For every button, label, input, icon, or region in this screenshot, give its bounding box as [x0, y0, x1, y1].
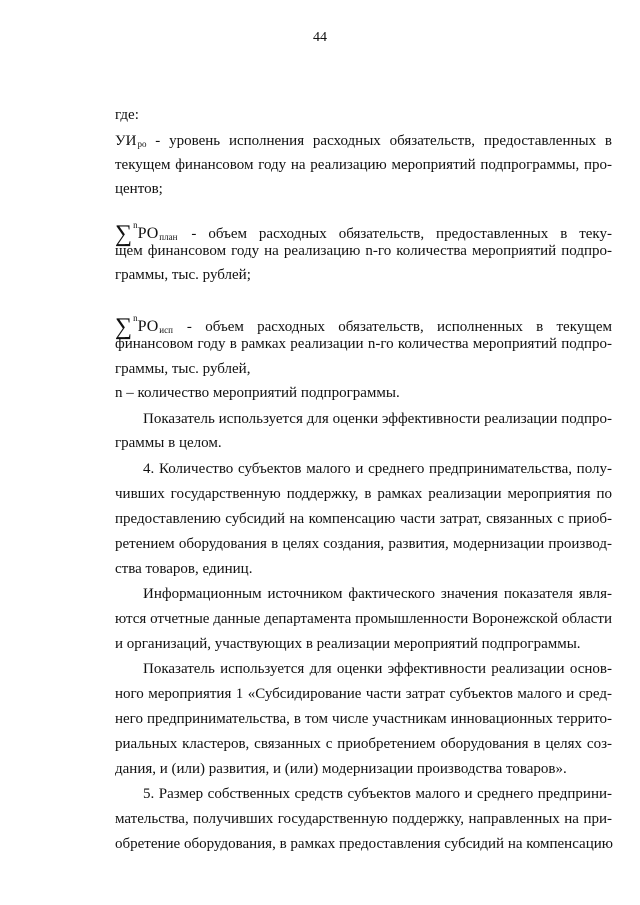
- text-line: предоставлению субсидий на компенсацию части затрат, связанных с приоб-: [115, 511, 612, 527]
- text-line: граммы, тыс. рублей,: [115, 361, 251, 377]
- text-line: n – количество мероприятий подпрограммы.: [115, 385, 400, 401]
- po-symbol: РО: [137, 318, 159, 335]
- text-fragment: - уровень исполнения расходных обязательств, предоставленных в: [146, 133, 612, 149]
- text-line: и организаций, участвующих в реализации мероприятий подпрограммы.: [115, 636, 581, 652]
- text-line: дания, и (или) развития, и (или) модернизации производства товаров».: [115, 761, 567, 777]
- text-line: него предпринимательства, в том числе участникам инновационных террито-: [115, 711, 612, 727]
- text-fragment: - объем расходных обязательств, предоставленных в теку-: [191, 226, 612, 242]
- text-line: мательства, получивших государственную поддержку, направленных на при-: [115, 811, 612, 827]
- sum-symbol: ∑: [115, 221, 133, 247]
- text-line: ются отчетные данные департамента промышленности Воронежской области: [115, 611, 612, 627]
- text-line: щем финансовом году на реализацию n-го количества мероприятий подпро-: [115, 243, 612, 259]
- text-line: ретением оборудования в целях создания, развития, модернизации производ-: [115, 536, 612, 552]
- text-line: риальных кластеров, связанных с приобретением оборудования в целях соз-: [115, 736, 612, 752]
- superscript-n: n: [133, 313, 138, 323]
- page-number: 44: [313, 30, 327, 45]
- ui-subscript: ро: [137, 139, 147, 149]
- text-line: граммы в целом.: [115, 435, 222, 451]
- text-line: граммы, тыс. рублей;: [115, 267, 251, 283]
- text-line: 4. Количество субъектов малого и среднего предпринимательства, полу-: [143, 461, 612, 477]
- superscript-n: n: [133, 220, 138, 230]
- text-line: Информационным источником фактического значения показателя явля-: [143, 586, 612, 602]
- text-line: обретение оборудования, в рамках предоставления субсидий на компенсацию: [115, 836, 613, 852]
- subscript-plan: план: [159, 232, 178, 242]
- sum-symbol: ∑: [115, 314, 133, 340]
- text-line: финансовом году в рамках реализации n-го количества мероприятий подпро-: [115, 336, 612, 352]
- text-line: 5. Размер собственных средств субъектов малого и среднего предприни-: [143, 786, 612, 802]
- text-line: текущем финансовом году на реализацию мероприятий подпрограммы, про-: [115, 157, 612, 173]
- text-line: где:: [115, 107, 139, 123]
- text-line: [115, 131, 612, 154]
- text-line: чивших государственную поддержку, в рамках реализации мероприятия по: [115, 486, 612, 502]
- text-line: Показатель используется для оценки эффективности реализации подпро-: [143, 411, 612, 427]
- text-line: ного мероприятия 1 «Субсидирование части затрат субъектов малого и сред-: [115, 686, 612, 702]
- text-line: ства товаров, единиц.: [115, 561, 253, 577]
- text-fragment: - объем расходных обязательств, исполненных в текущем: [186, 319, 612, 335]
- subscript-isp: исп: [159, 325, 173, 335]
- text-line: центов;: [115, 181, 163, 197]
- text-line: Показатель используется для оценки эффективности реализации основ-: [143, 661, 612, 677]
- po-symbol: РО: [137, 225, 159, 242]
- ui-symbol: УИ: [115, 133, 137, 149]
